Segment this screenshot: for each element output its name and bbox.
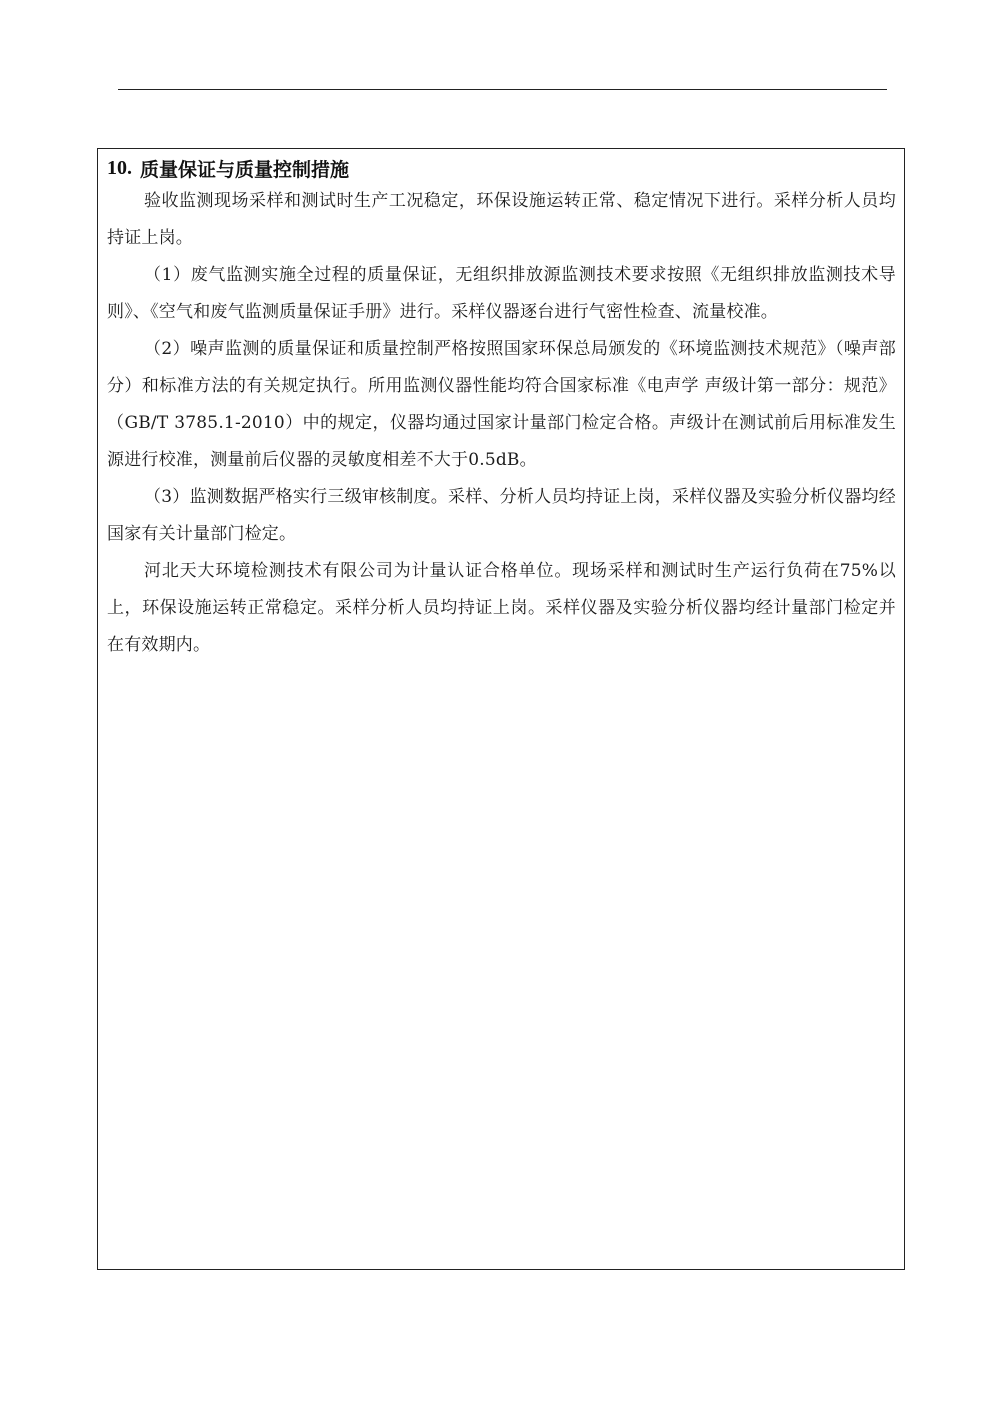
paragraph-data-review: （3）监测数据严格实行三级审核制度。采样、分析人员均持证上岗，采样仪器及实验分析仪器均经国家有关计量部门检定。 (107, 487, 896, 544)
body-text (107, 183, 896, 664)
paragraph-exhaust-gas: （1）废气监测实施全过程的质量保证，无组织排放源监测技术要求按照《无组织排放监测技术导则》、《空气和废气监测质量保证手册》进行。采样仪器逐台进行气密性检查、流量校准。 (107, 265, 896, 322)
paragraph-noise: （2）噪声监测的质量保证和质量控制严格按照国家环保总局颁发的《环境监测技术规范》（噪声部分）和标准方法的有关规定执行。所用监测仪器性能均符合国家标准《电声学 声级计第一部分：规范》（GB/T 3785.1-2010）中的规定，仪器均通过国家计量部门检定合格。声级计在测试前后用标准发生源进行校准，测量前后仪器的灵敏度相差不大于0.5dB。 (107, 339, 896, 470)
paragraph-lab-certification: 河北天大环境检测技术有限公司为计量认证合格单位。现场采样和测试时生产运行负荷在75%以上，环保设施运转正常稳定。采样分析人员均持证上岗。采样仪器及实验分析仪器均经计量部门检定并在有效期内。 (107, 561, 896, 655)
header-rule (118, 89, 887, 90)
section-heading (107, 153, 349, 183)
content-box (97, 148, 905, 1270)
paragraph-overview: 验收监测现场采样和测试时生产工况稳定，环保设施运转正常、稳定情况下进行。采样分析人员均持证上岗。 (107, 191, 896, 248)
section-number: 10. (107, 156, 132, 179)
section-title: 质量保证与质量控制措施 (140, 158, 350, 181)
